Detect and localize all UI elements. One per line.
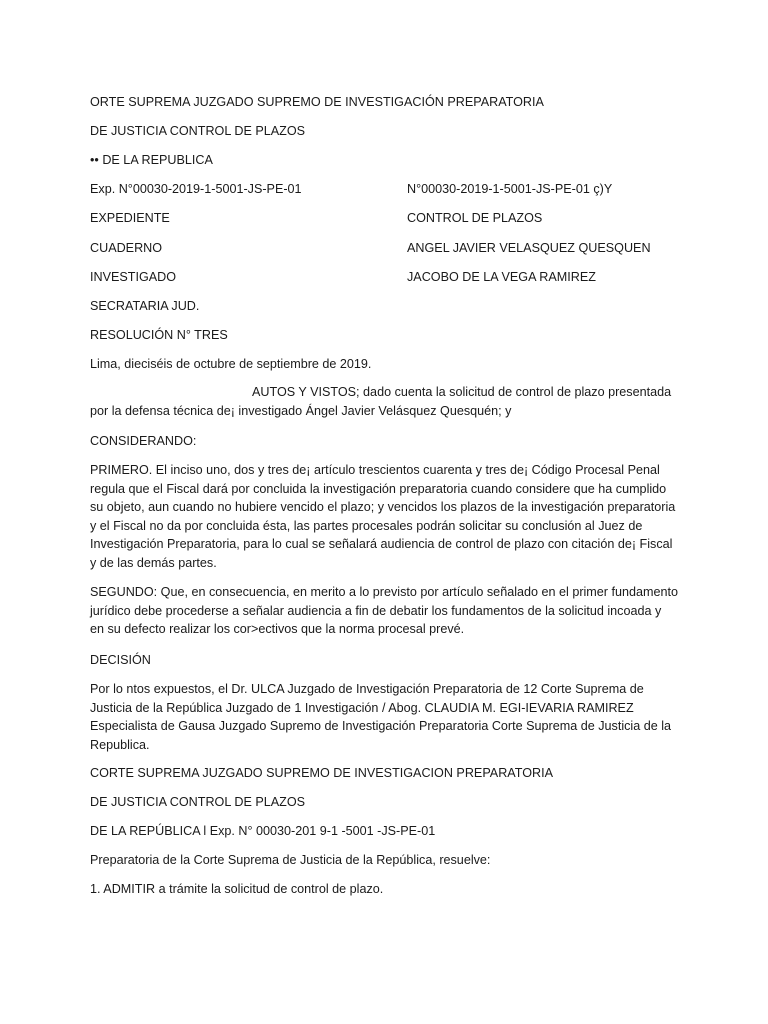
expediente-value: CONTROL DE PLAZOS <box>407 211 543 225</box>
primero-paragraph <box>90 461 680 573</box>
decision-line: Por lo ntos expuestos, el Dr. ULCA Juzgado de Investigación Preparatoria de 12 Corte Suprema de <box>90 682 644 696</box>
primero-line: regula que el Fiscal dará por concluida la investigación preparatoria cuando considere que ha cumplido <box>90 481 667 496</box>
segundo-line: en su defecto realizar los cor>ectivos que la norma procesal prevé. <box>90 622 465 637</box>
autos-line-1: AUTOS Y VISTOS; dado cuenta la solicitud de control de plazo presentada <box>252 385 672 399</box>
autos-line-2: por la defensa técnica de¡ investigado Ángel Javier Velásquez Quesquén; y <box>90 403 512 418</box>
date-line: Lima, dieciséis de octubre de septiembre de 2019. <box>90 357 372 371</box>
header-line-1: ORTE SUPREMA JUZGADO SUPREMO DE INVESTIGACIÓN PREPARATORIA <box>90 95 544 109</box>
admitir-line: 1. ADMITIR a trámite la solicitud de control de plazo. <box>90 882 384 896</box>
resuelve-line: Preparatoria de la Corte Suprema de Justicia de la República, resuelve: <box>90 853 491 867</box>
considerando-heading: CONSIDERANDO: <box>90 434 197 448</box>
investigado-value: JACOBO DE LA VEGA RAMIREZ <box>407 270 596 284</box>
decision-line: Justicia de la República Juzgado de 1 Investigación / Abog. CLAUDIA M. EGI-IEVARIA RAMIREZ <box>90 700 634 715</box>
header-line-3: •• DE LA REPUBLICA <box>90 153 213 167</box>
segundo-line: SEGUNDO: Que, en consecuencia, en merito a lo previsto por artículo señalado en el primer fundamento <box>90 585 679 599</box>
autos-paragraph <box>90 383 680 420</box>
cuaderno-label: CUADERNO <box>90 241 163 255</box>
decision-heading: DECISIÓN <box>90 653 151 667</box>
decision-paragraph <box>90 680 680 754</box>
header-line-2: DE JUSTICIA CONTROL DE PLAZOS <box>90 124 306 138</box>
exp-number-left: Exp. N°00030-2019-1-5001-JS-PE-01 <box>90 182 302 196</box>
segundo-paragraph <box>90 583 680 639</box>
secretaria-label: SECRATARIA JUD. <box>90 299 200 313</box>
footer-line-1: CORTE SUPREMA JUZGADO SUPREMO DE INVESTIGACION PREPARATORIA <box>90 766 554 780</box>
resolucion-title: RESOLUCIÓN N° TRES <box>90 328 228 342</box>
footer-line-3: DE LA REPÚBLICA l Exp. N° 00030-201 9-1 -5001 -JS-PE-01 <box>90 824 436 838</box>
investigado-label: INVESTIGADO <box>90 270 177 284</box>
primero-line: su objeto, aun cuando no hubiere vencido el plazo; y vencidos los plazos de la investigación preparatoria <box>90 500 676 515</box>
decision-line: Republica. <box>90 737 150 752</box>
primero-line: y el Fiscal no da por concluida ésta, las partes procesales podrán solicitar su conclusión al Juez de <box>90 518 643 533</box>
expediente-label: EXPEDIENTE <box>90 211 170 225</box>
primero-line: PRIMERO. El inciso uno, dos y tres de¡ artículo trescientos cuarenta y tres de¡ Código Procesal Penal <box>90 463 660 477</box>
exp-number-right: N°00030-2019-1-5001-JS-PE-01 ç)Y <box>407 182 613 196</box>
segundo-line: jurídico debe procederse a señalar audiencia a fin de debatir los fundamentos de la solicitud incoada y <box>90 603 662 618</box>
decision-line: Especialista de Gausa Juzgado Supremo de Investigación Preparatoria Corte Suprema de Justicia de la <box>90 719 672 734</box>
primero-line: Investigación Preparatoria, para lo cual se señalará audiencia de control de plazo con citación de¡ Fiscal <box>90 537 673 552</box>
primero-line: y de las demás partes. <box>90 555 217 570</box>
footer-line-2: DE JUSTICIA CONTROL DE PLAZOS <box>90 795 306 809</box>
cuaderno-value: ANGEL JAVIER VELASQUEZ QUESQUEN <box>407 241 651 255</box>
